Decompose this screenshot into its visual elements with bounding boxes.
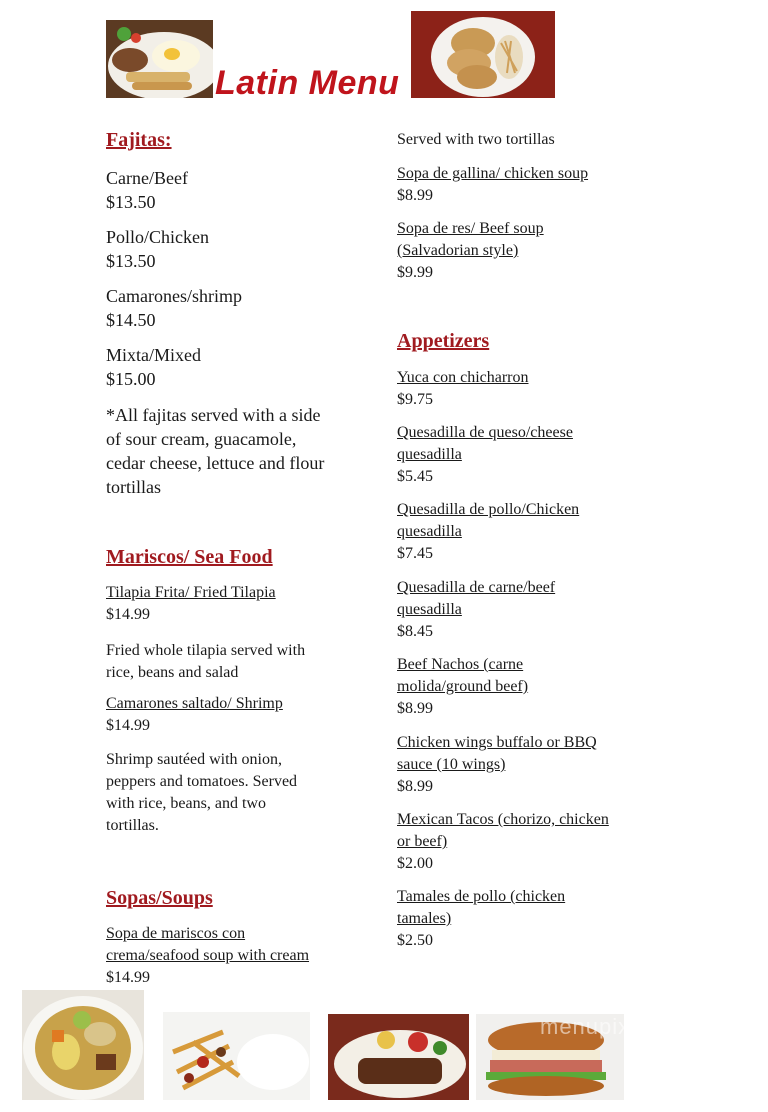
appetizer-item [397,367,657,411]
item-name: Pollo/Chicken [106,227,209,247]
fajitas-heading: Fajitas: [106,129,172,151]
item-name-line: Sopa de res/ Beef soup [397,220,544,237]
item-desc-line: Shrimp sautéed with onion, [106,751,282,768]
appetizer-item [397,577,657,643]
item-name-line: quesadilla [397,446,462,463]
item-desc-line: tortillas. [106,817,159,834]
watermark-text: menupix [540,1014,631,1039]
item-price: $13.50 [106,251,156,271]
mariscos-item-shrimp [106,693,366,837]
item-price: $15.00 [106,369,156,389]
page-title: Latin Menu [215,64,400,102]
appetizer-item [397,654,657,720]
item-price: $5.45 [397,468,433,485]
mariscos-item-tilapia [106,582,366,684]
item-name-line: tamales) [397,910,452,927]
item-price: $13.50 [106,192,156,212]
photo-lomo-saltado [163,1012,310,1100]
sopas-item-seafood [106,923,366,989]
item-name-line: Quesadilla de pollo/Chicken [397,501,580,518]
item-name-line: Beef Nachos (carne [397,656,524,673]
item-name-line: sauce (10 wings) [397,756,506,773]
item-price: $9.99 [397,264,433,281]
item-name-line: Yuca con chicharron [397,369,529,386]
item-price: $8.99 [397,778,433,795]
item-name-line: Quesadilla de queso/cheese [397,424,573,441]
item-price: $8.45 [397,623,433,640]
item-price: $14.99 [106,969,150,986]
note-line: *All fajitas served with a side [106,405,321,425]
item-name: Camarones saltado/ Shrimp [106,695,283,712]
item-price: $14.99 [106,717,150,734]
photo-carne-asada [328,1014,469,1100]
sopas-item-beef [397,218,657,284]
item-name-line: or beef) [397,833,448,850]
sopas-item-chicken [397,163,657,207]
item-price: $8.99 [397,700,433,717]
item-name-line: quesadilla [397,601,462,618]
fajitas-item-chicken [106,225,209,273]
item-name: Tilapia Frita/ Fried Tilapia [106,584,276,601]
item-price: $2.50 [397,932,433,949]
item-price: $14.50 [106,310,156,330]
item-name-line: Sopa de mariscos con [106,925,246,942]
item-price: $2.00 [397,855,433,872]
appetizer-item [397,809,657,875]
item-price: $8.99 [397,187,433,204]
fajitas-item-mixed [106,343,201,391]
item-name-line: quesadilla [397,523,462,540]
note-line: tortillas [106,477,161,497]
mariscos-heading: Mariscos/ Sea Food [106,546,273,568]
photo-pupusas-plate [411,11,555,98]
fajitas-note [106,403,366,499]
item-name: Mixta/Mixed [106,345,201,365]
item-desc-line: Fried whole tilapia served with [106,642,306,659]
item-name: Camarones/shrimp [106,286,242,306]
item-name-line: Tamales de pollo (chicken [397,888,566,905]
item-name-line: Quesadilla de carne/beef [397,579,556,596]
note-line: cedar cheese, lettuce and flour [106,453,325,473]
item-price: $14.99 [106,606,150,623]
item-name: Carne/Beef [106,168,188,188]
item-name-line: crema/seafood soup with cream [106,947,310,964]
item-name-line: molida/ground beef) [397,678,529,695]
fajitas-item-beef [106,166,188,214]
appetizer-item [397,732,657,798]
appetizer-item [397,422,657,488]
appetizer-item [397,499,657,565]
item-desc-line: peppers and tomatoes. Served [106,773,298,790]
item-desc-line: with rice, beans, and two [106,795,266,812]
fajitas-item-shrimp [106,284,242,332]
photo-soup-bowl [22,990,144,1100]
appetizer-item [397,886,657,952]
item-name-line: Mexican Tacos (chorizo, chicken [397,811,609,828]
photo-breakfast-plate [106,20,213,98]
item-name-line: Sopa de gallina/ chicken soup [397,165,589,182]
sopas-heading: Sopas/Soups [106,887,213,909]
item-price: $7.45 [397,545,433,562]
appetizers-heading: Appetizers [397,330,490,352]
item-name-line: Chicken wings buffalo or BBQ [397,734,597,751]
item-desc-line: rice, beans and salad [106,664,239,681]
sopas-served-note: Served with two tortillas [397,131,555,148]
item-price: $9.75 [397,391,433,408]
note-line: of sour cream, guacamole, [106,429,297,449]
item-name-line: (Salvadorian style) [397,242,519,259]
